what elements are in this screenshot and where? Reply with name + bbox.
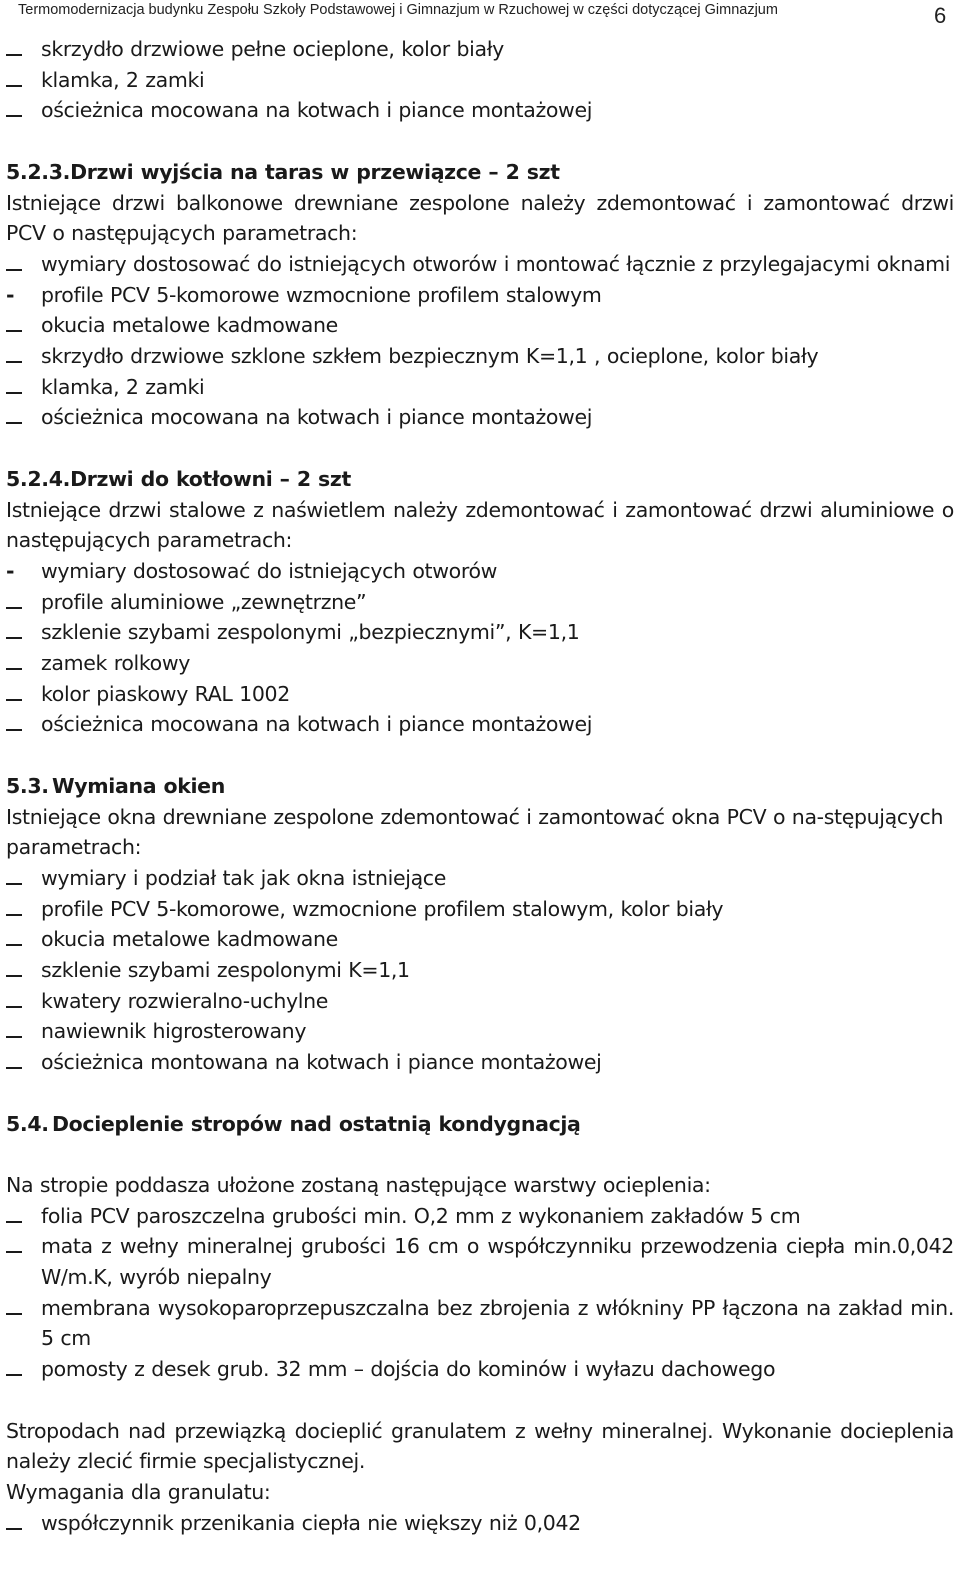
section-paragraph: Istniejące okna drewniane zespolone zdemontować i zamontować okna PCV o na-stępujących parametrach:: [6, 804, 944, 860]
list-item: ościeżnica mocowana na kotwach i piance montażowej: [41, 98, 593, 123]
page-number: 6: [934, 3, 947, 28]
list-item: - wymiary dostosować do istniejących otworów: [6, 556, 954, 587]
section-5-2-4: [6, 464, 954, 740]
list-item: ościeżnica mocowana na kotwach i piance montażowej: [41, 712, 593, 737]
list-item: szklenie szybami zespolonymi „bezpiecznymi”, K=1,1: [41, 620, 580, 645]
list-item: wymiary dostosować do istniejących otworów i montować łącznie z przylegajacymi oknami: [41, 251, 951, 276]
section-number: 5.3.: [6, 773, 49, 798]
list-item: klamka, 2 zamki: [41, 67, 205, 92]
section-5-2-3: [6, 157, 954, 433]
list-item: ościeżnica montowana na kotwach i piance montażowej: [41, 1050, 602, 1075]
hyphen-bullet: -: [6, 282, 15, 307]
section-title: Wymiana okien: [52, 773, 225, 798]
section-paragraph: Istniejące drzwi stalowe z naświetlem należy zdemontować i zamontować drzwi aluminiowe o następujących parametrach:: [6, 497, 954, 553]
list-item: - profile PCV 5-komorowe wzmocnione profilem stalowym: [6, 280, 954, 311]
list-item: kolor piaskowy RAL 1002: [41, 681, 290, 706]
list-item: skrzydło drzwiowe pełne ocieplone, kolor biały: [41, 37, 504, 61]
section-title: Docieplenie stropów nad ostatnią kondygnacją: [52, 1111, 581, 1136]
insulation-layers-list: [6, 1201, 954, 1385]
list-item: wymiary i podział tak jak okna istniejące: [41, 865, 446, 890]
section-paragraph: Istniejące drzwi balkonowe drewniane zespolone należy zdemontować i zamontować drzwi PCV o następujących parametrach:: [6, 190, 954, 246]
list-item: nawiewnik higrosterowany: [41, 1019, 307, 1044]
list-item: profile PCV 5-komorowe, wzmocnione profilem stalowym, kolor biały: [41, 896, 724, 921]
parameter-list: [6, 556, 954, 740]
parameter-list: [6, 863, 954, 1078]
section-paragraph: Na stropie poddasza ułożone zostaną następujące warstwy ocieplenia:: [6, 1172, 711, 1197]
list-item: okucia metalowe kadmowane: [41, 313, 338, 338]
section-number: 5.2.3.: [6, 159, 71, 184]
list-item: membrana wysokoparoprzepuszczalna bez zbrojenia z włókniny PP łączona na zakład min. 5 cm: [41, 1295, 954, 1351]
list-item: współczynnik przenikania ciepła nie większy niż 0,042: [41, 1510, 581, 1535]
hyphen-bullet: -: [6, 558, 15, 583]
section-heading: [6, 157, 954, 188]
parameter-list: [6, 249, 954, 433]
requirements-heading: Wymagania dla granulatu:: [6, 1479, 271, 1504]
list-item: skrzydło drzwiowe szklone szkłem bezpiecznym K=1,1 , ocieplone, kolor biały: [41, 344, 819, 369]
list-item: mata z wełny mineralnej grubości 16 cm o współczynniku przewodzenia ciepła min.0,042 W/m.K, wyrób niepalny: [41, 1234, 954, 1290]
section-heading: [6, 771, 954, 802]
intro-list: [6, 34, 954, 126]
list-item: pomosty z desek grub. 32 mm – dojścia do kominów i wyłazu dachowego: [41, 1357, 776, 1382]
section-title: Drzwi do kotłowni – 2 szt: [70, 466, 351, 491]
list-item: kwatery rozwieralno-uchylne: [41, 988, 329, 1013]
section-number: 5.4.: [6, 1111, 49, 1136]
section-heading: [6, 464, 954, 495]
section-5-3: [6, 771, 954, 1078]
section-heading: [6, 1109, 954, 1140]
list-item: szklenie szybami zespolonymi K=1,1: [41, 958, 410, 983]
section-paragraph: Stropodach nad przewiązką docieplić granulatem z wełny mineralnej. Wykonanie docieplenia należy zlecić firmie specjalistycznej.: [6, 1418, 954, 1474]
section-title: Drzwi wyjścia na taras w przewiązce – 2 szt: [70, 159, 560, 184]
list-item: folia PCV paroszczelna grubości min. O,2 mm z wykonaniem zakładów 5 cm: [41, 1203, 801, 1228]
list-item: zamek rolkowy: [41, 651, 191, 676]
document-body: [6, 34, 954, 1538]
list-item: profile aluminiowe „zewnętrzne”: [41, 589, 367, 614]
running-header: Termomodernizacja budynku Zespołu Szkoły Podstawowej i Gimnazjum w Rzuchowej w części dotyczącej Gimnazjum: [18, 2, 778, 18]
section-number: 5.2.4.: [6, 466, 71, 491]
section-5-4: [6, 1109, 954, 1539]
list-item: okucia metalowe kadmowane: [41, 927, 338, 952]
list-item: ościeżnica mocowana na kotwach i piance montażowej: [41, 405, 593, 430]
list-item: klamka, 2 zamki: [41, 374, 205, 399]
requirements-list: [6, 1508, 954, 1539]
